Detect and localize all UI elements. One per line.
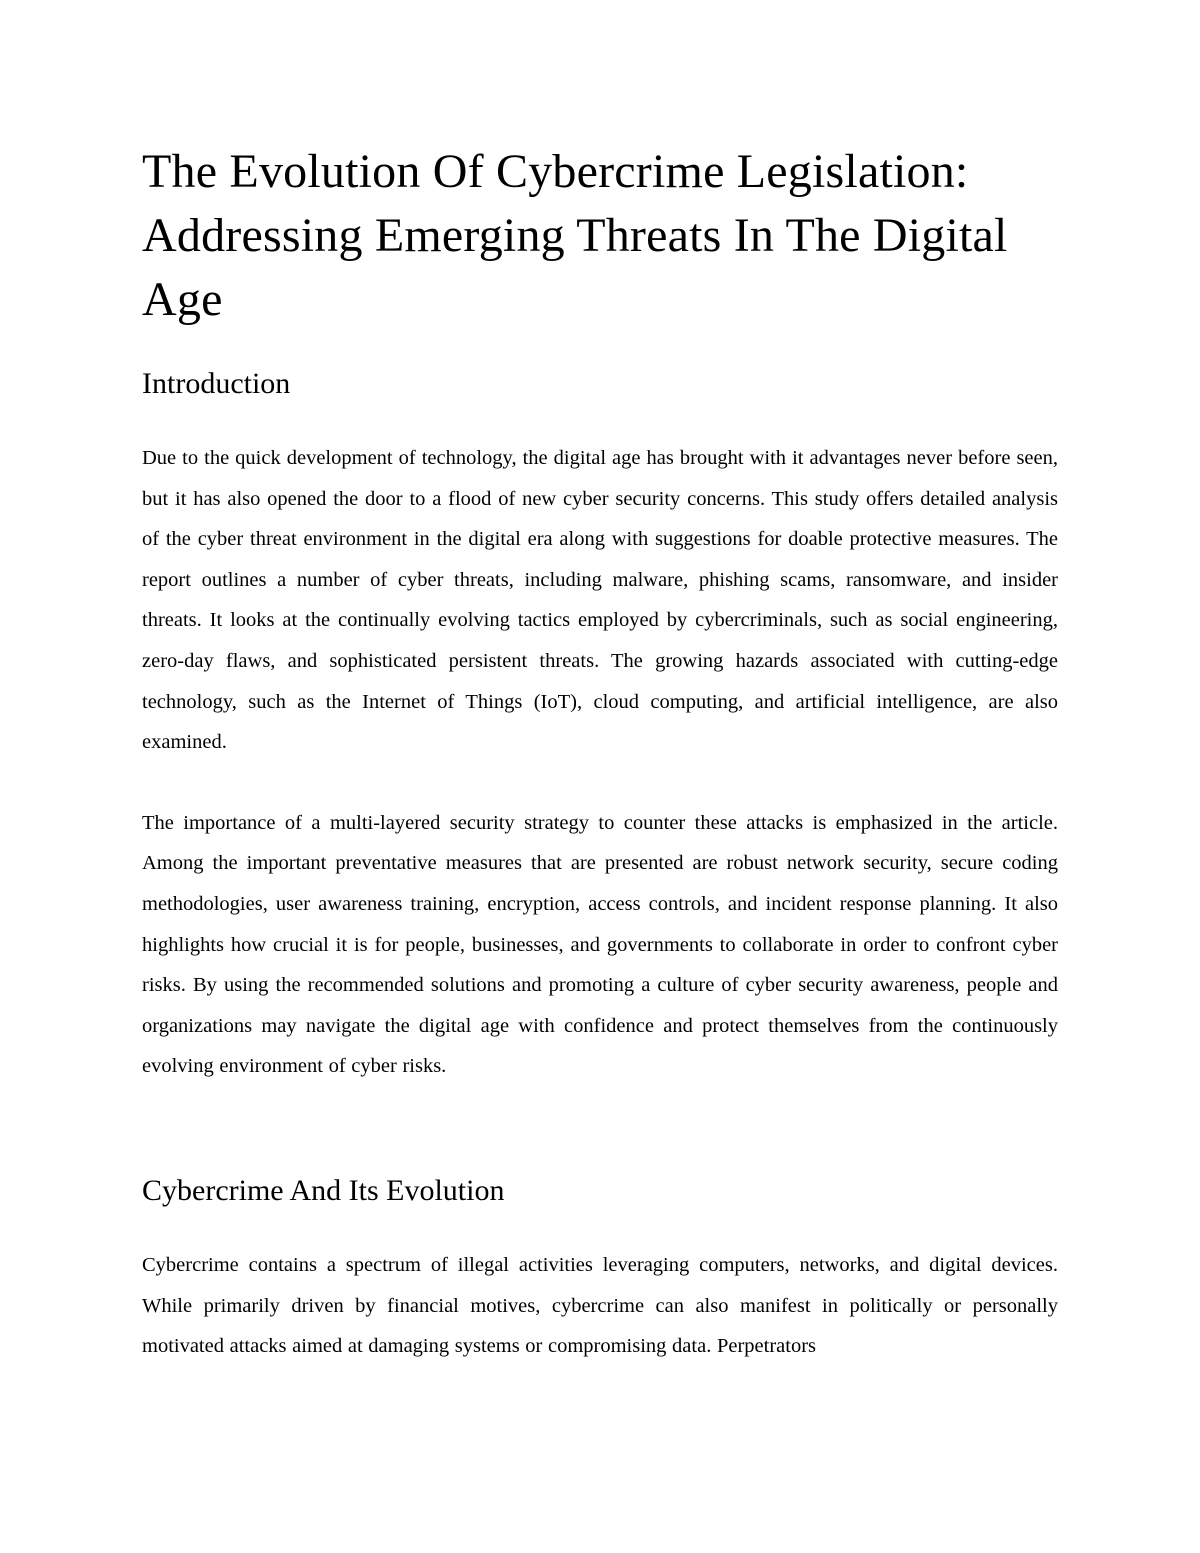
section-heading-cybercrime-evolution: Cybercrime And Its Evolution [142,1173,505,1207]
document-content [142,140,1058,1367]
intro-paragraph-1: Due to the quick development of technology, the digital age has brought with it advantages never before seen, but it has also opened the door to a flood of new cyber security concerns. This study offers detailed analysis of the cyber threat environment in the digital era along with suggestions for doable protective measures. The report outlines a number of cyber threats, including malware, phishing scams, ransomware, and insider threats. It looks at the continually evolving tactics employed by cybercriminals, such as social engineering, zero-day flaws, and sophisticated persistent threats. The growing hazards associated with cutting-edge technology, such as the Internet of Things (IoT), cloud computing, and artificial intelligence, are also examined. [142,447,1058,754]
intro-paragraph-2: The importance of a multi-layered security strategy to counter these attacks is emphasized in the article. Among the important preventative measures that are presented are robust network security, secure coding methodologies, user awareness training, encryption, access controls, and incident response planning. It also highlights how crucial it is for people, businesses, and governments to collaborate in order to confront cyber risks. By using the recommended solutions and promoting a culture of cyber security awareness, people and organizations may navigate the digital age with confidence and protect themselves from the continuously evolving environment of cyber risks. [142,811,1058,1078]
document-title: The Evolution Of Cybercrime Legislation: Addressing Emerging Threats In The Digital Age [142,145,1008,326]
section-heading-introduction: Introduction [142,367,291,400]
evolution-paragraph-1: Cybercrime contains a spectrum of illegal activities leveraging computers, networks, and digital devices. While primarily driven by financial motives, cybercrime can also manifest in politically or personally motivated attacks aimed at damaging systems or compromising data. Perpetrators [142,1253,1058,1358]
